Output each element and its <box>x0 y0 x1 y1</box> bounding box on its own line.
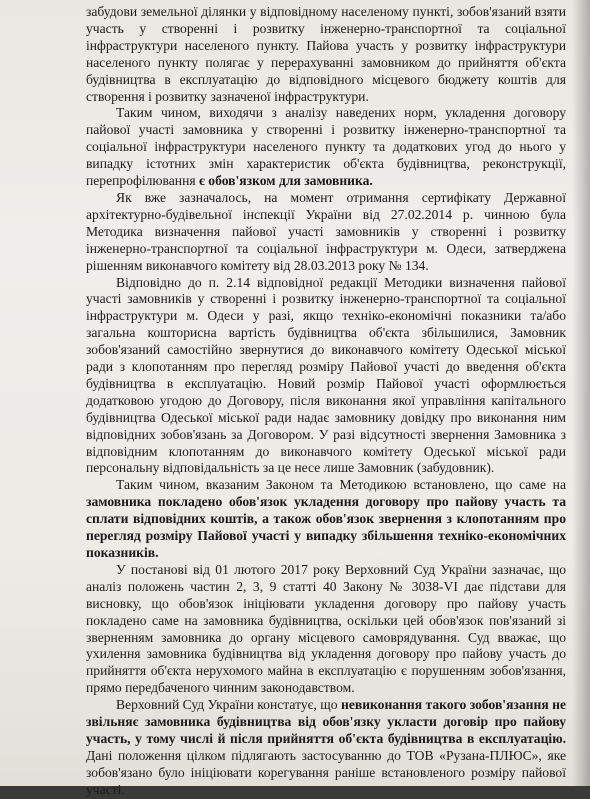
paragraph-5 <box>86 477 566 562</box>
paragraph-4 <box>86 275 566 478</box>
paragraph-bold-text: є обов'язком для замовника. <box>199 173 373 189</box>
paragraph-text: Як вже зазначалось, на момент отримання сертифікату Державної архітектурно-будівельної інспекції України від 27.02.2014 р. чинною була Методика визначення пайової участі замовників у створенні і розвитку інженерно-транспортної та соціальної інфраструктури м. Одеси, затверджена рішенням виконавчого комітету від 28.03.2013 року № 134. <box>86 189 566 273</box>
paragraph-text: Відповідно до п. 2.14 відповідної редакції Методики визначення пайової участі замовників у створенні і розвитку інженерно-транспортної та соціальної інфраструктури м. Одеси у разі, якщо техніко-економічні показники та/або загальна кошторисна вартість будівництва об'єкта збільшилися, Замовник зобов'язаний самостійно звернутися до виконавчого комітету Одеської міської ради з клопотанням про перегляд розміру Пайової участі до введення об'єкта будівництва в експлуатацію. Новий розмір Пайової участі оформлюється додатковою угодою до Договору, після виконання якої управління капітального будівництва Одеської міської ради надає замовнику довідку про виконання ним відповідних зобов'язань за Договором. У разі відсутності звернення Замовника з відповідним клопотанням до виконавчого комітету Одеської міської ради персональну відповідальність за це несе лише Замовник (забудовник). <box>86 274 566 476</box>
page-edge-shadow <box>572 0 590 786</box>
paragraph-2 <box>86 105 566 190</box>
paragraph-1 <box>86 4 566 105</box>
document-body <box>86 4 566 799</box>
paragraph-6 <box>86 562 566 697</box>
paragraph-3 <box>86 190 566 275</box>
paragraph-text: Таким чином, вказаним Законом та Методикою встановлено, що саме на <box>116 477 566 493</box>
paragraph-text: Таким чином, виходячи з аналізу наведених норм, укладення договору пайової участі замовника у створенні і розвитку інженерно-транспортної та соціальної інфраструктури населеного пункту та додаткових угод до нього у випадку істотних змін характеристик об'єкта будівництва, реконструкції, перепрофілювання <box>86 105 566 189</box>
paragraph-text: Верховний Суд України констатує, що <box>116 697 341 713</box>
paragraph-text: Дані положення цілком підлягають застосуванню до ТОВ «Рузана-ПЛЮС», яке зобов'язано було ініціювати корегування раніше встановленого розміру пайової участі. <box>86 747 566 797</box>
paragraph-7 <box>86 697 566 798</box>
paragraph-text: забудови земельної ділянки у відповідному населеному пункті, зобов'язаний взяти участь у створенні і розвитку інженерно-транспортної та соціальної інфраструктури населеного пункту. Пайова участь у розвитку інфраструктури населеного пункту полягає у перерахуванні замовником до прийняття об'єкта будівництва в експлуатацію до відповідного місцевого бюджету коштів для створення і розвитку зазначеної інфраструктури. <box>86 4 566 104</box>
paragraph-bold-text: замовника покладено обов'язок укладення договору про пайову участь та сплати відповідних коштів, а також обов'язок звернення з клопотанням про перегляд розміру Пайової участі у випадку збільшення техніко-економічних показників. <box>86 494 566 560</box>
paragraph-bold-text: невиконання такого зобов'язання не звільняє замовника будівництва від обов'язку укласти договір про пайову участь, у тому числі й після прийняття об'єкта будівництва в експлуатацію. <box>86 697 566 746</box>
paragraph-text: У постанові від 01 лютого 2017 року Верховний Суд України зазначає, що аналіз положень частин 2, 3, 9 статті 40 Закону № 3038-VI дає підстави для висновку, що обов'язок ініціювати укладення договору про пайову участь покладено саме на замовника будівництва, оскільки цей обов'язок пов'язаний зі зверненням замовника до органу місцевого самоврядування. Суд вважає, що ухилення замовника будівництва від укладення договору про пайову участь до прийняття об'єкта нерухомого майна в експлуатацію є порушенням зобов'язання, прямо передбаченого чинним законодавством. <box>86 561 566 696</box>
